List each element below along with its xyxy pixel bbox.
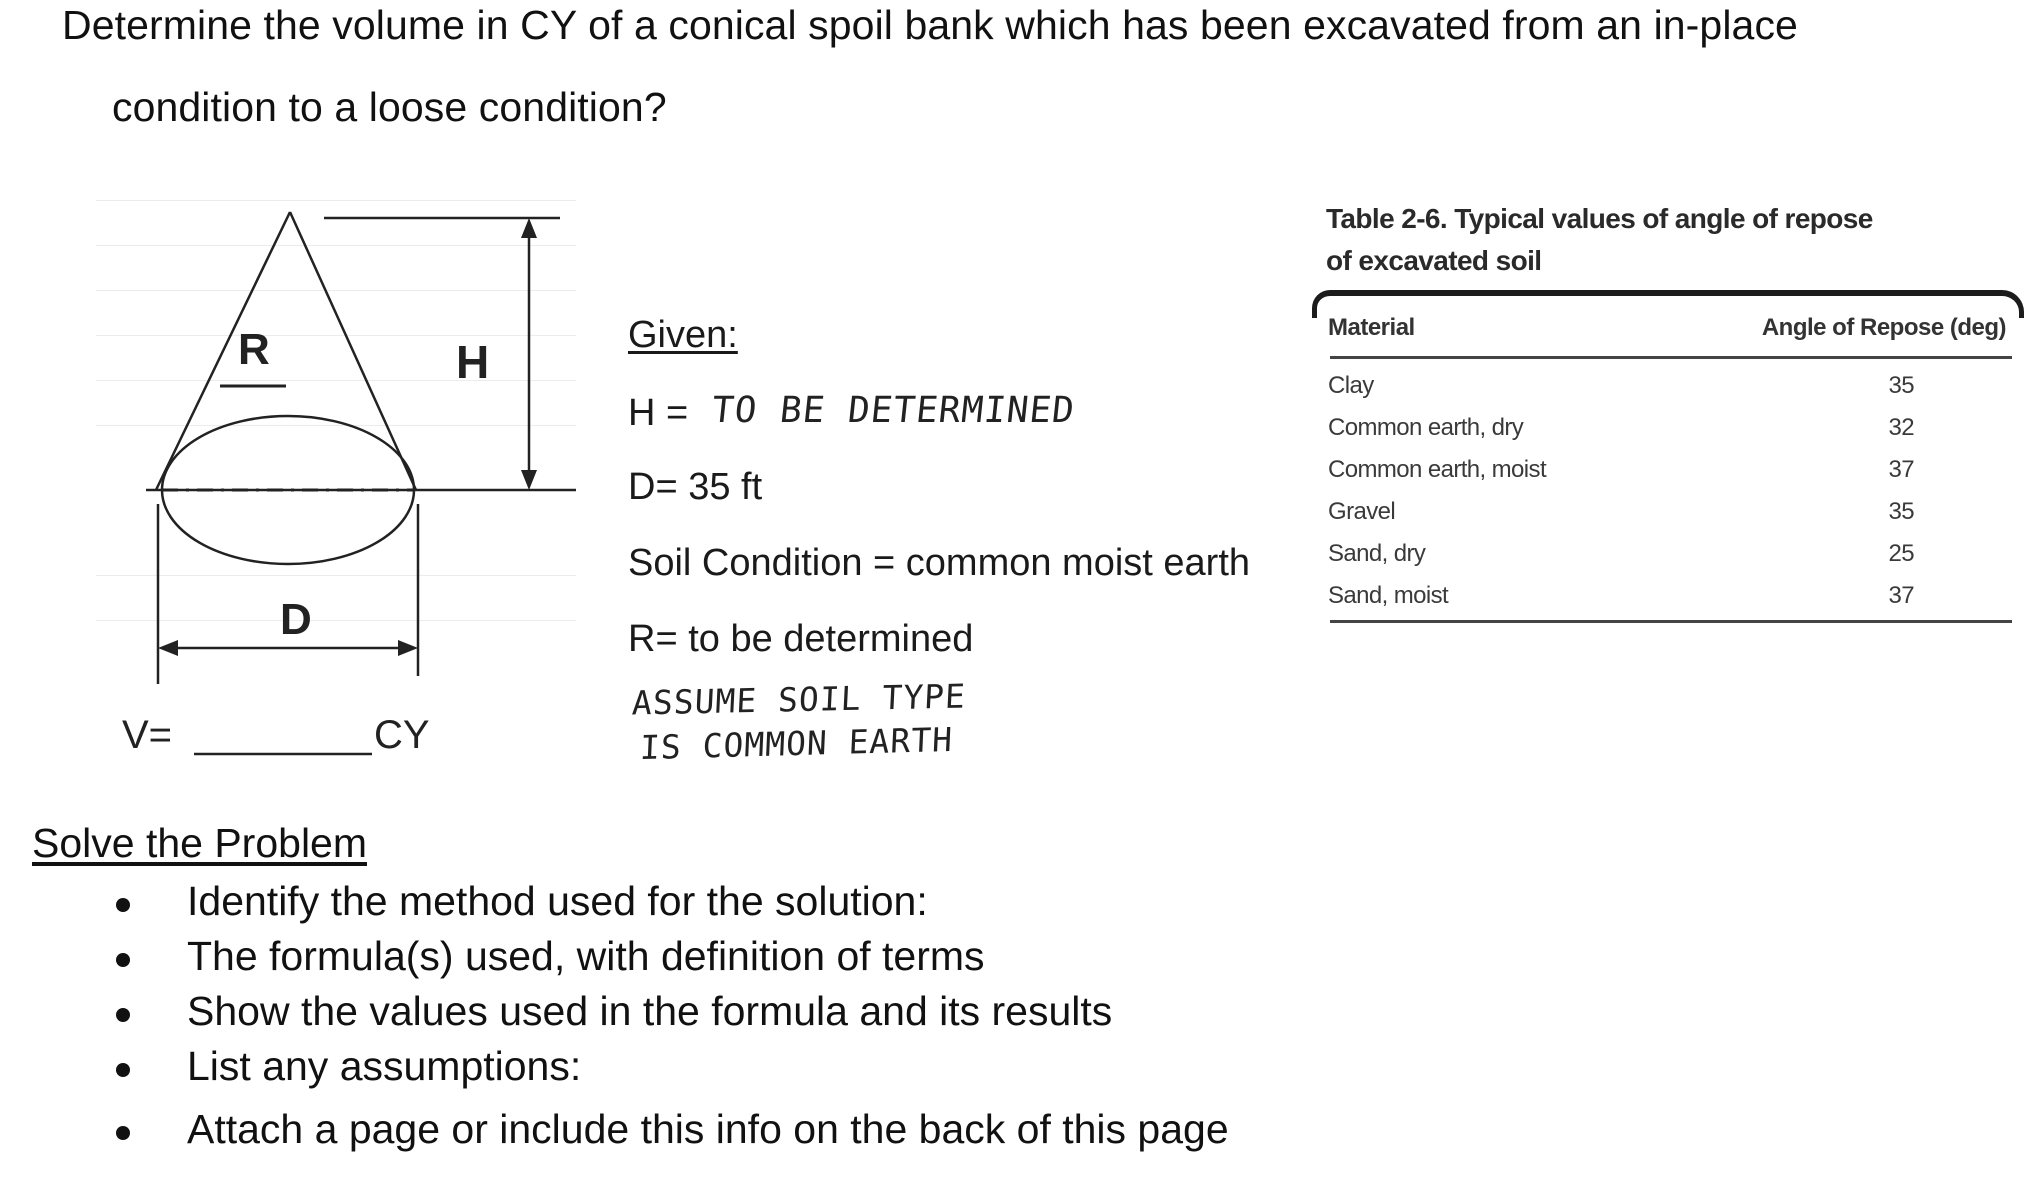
table-cell-material: Sand, dry xyxy=(1328,540,1426,567)
cone-right-side xyxy=(290,212,416,490)
table-cell-material: Common earth, moist xyxy=(1328,456,1547,483)
table-header-rule xyxy=(1330,356,2012,359)
table-cell-material: Common earth, dry xyxy=(1328,414,1524,441)
table-row xyxy=(1328,454,1914,496)
table-body xyxy=(1328,370,1914,622)
label-r: R xyxy=(238,325,270,374)
given-title: Given: xyxy=(628,314,738,356)
table-bottom-rule xyxy=(1330,620,2012,623)
height-arrow-head-bottom xyxy=(521,470,537,490)
list-item xyxy=(112,878,1229,933)
bullet-icon xyxy=(116,953,130,967)
bullet-icon xyxy=(116,898,130,912)
list-item xyxy=(112,933,1229,988)
cone-diagram xyxy=(92,168,612,768)
handwritten-note-line-2: IS COMMON EARTH xyxy=(639,719,954,768)
solve-list xyxy=(112,878,1229,1161)
label-h: H xyxy=(456,336,490,388)
given-h-label: H = xyxy=(628,392,689,434)
diameter-arrow-head-right xyxy=(398,640,418,656)
table-row xyxy=(1328,412,1914,454)
table-cell-angle: 37 xyxy=(1888,456,1914,483)
table-row xyxy=(1328,580,1914,622)
given-radius: R= to be determined xyxy=(628,618,974,660)
handwritten-note-line-1: ASSUME SOIL TYPE xyxy=(631,676,967,723)
list-item xyxy=(112,1106,1229,1161)
table-header-angle: Angle of Repose (deg) xyxy=(1761,314,2006,341)
list-item xyxy=(112,1043,1229,1098)
list-item-text: Show the values used in the formula and its results xyxy=(187,988,1113,1034)
bullet-icon xyxy=(116,1063,130,1077)
list-item-text: The formula(s) used, with definition of terms xyxy=(187,933,985,979)
table-cell-angle: 35 xyxy=(1888,372,1914,399)
table-row xyxy=(1328,496,1914,538)
given-diameter: D= 35 ft xyxy=(628,466,763,508)
table-cell-angle: 25 xyxy=(1888,540,1914,567)
given-soil-condition: Soil Condition = common moist earth xyxy=(628,542,1251,584)
question-line-1: Determine the volume in CY of a conical spoil bank which has been excavated from an in-place xyxy=(62,2,1798,48)
table-cell-material: Sand, moist xyxy=(1328,582,1449,609)
diameter-arrow-head-left xyxy=(158,640,178,656)
table-cell-angle: 32 xyxy=(1888,414,1914,441)
table-caption xyxy=(1326,198,1926,282)
bullet-icon xyxy=(116,1126,130,1140)
list-item xyxy=(112,988,1229,1043)
table-cell-angle: 37 xyxy=(1888,582,1914,609)
list-item-text: Attach a page or include this info on the back of this page xyxy=(187,1106,1229,1152)
table-header-material: Material xyxy=(1328,314,1415,341)
table-caption-line-1: Table 2-6. Typical values of angle of repose xyxy=(1326,203,1873,234)
table-row xyxy=(1328,538,1914,580)
table-cell-angle: 35 xyxy=(1888,498,1914,525)
list-item-text: Identify the method used for the solution: xyxy=(187,878,928,924)
table-cell-material: Gravel xyxy=(1328,498,1396,525)
cone-left-side xyxy=(156,212,290,490)
label-d: D xyxy=(280,595,312,644)
question-line-2: condition to a loose condition? xyxy=(112,84,667,130)
table-caption-line-2: of excavated soil xyxy=(1326,245,1542,276)
table-row xyxy=(1328,370,1914,412)
height-arrow-head-top xyxy=(521,218,537,238)
list-item-text: List any assumptions: xyxy=(187,1043,582,1089)
solve-title: Solve the Problem xyxy=(32,820,368,866)
bullet-icon xyxy=(116,1008,130,1022)
volume-prefix: V= xyxy=(122,713,173,757)
table-cell-material: Clay xyxy=(1328,372,1374,399)
volume-suffix: CY xyxy=(374,713,430,757)
handwritten-h-value: TO BE DETERMINED xyxy=(709,390,1077,431)
table-header-row xyxy=(1328,314,2014,356)
